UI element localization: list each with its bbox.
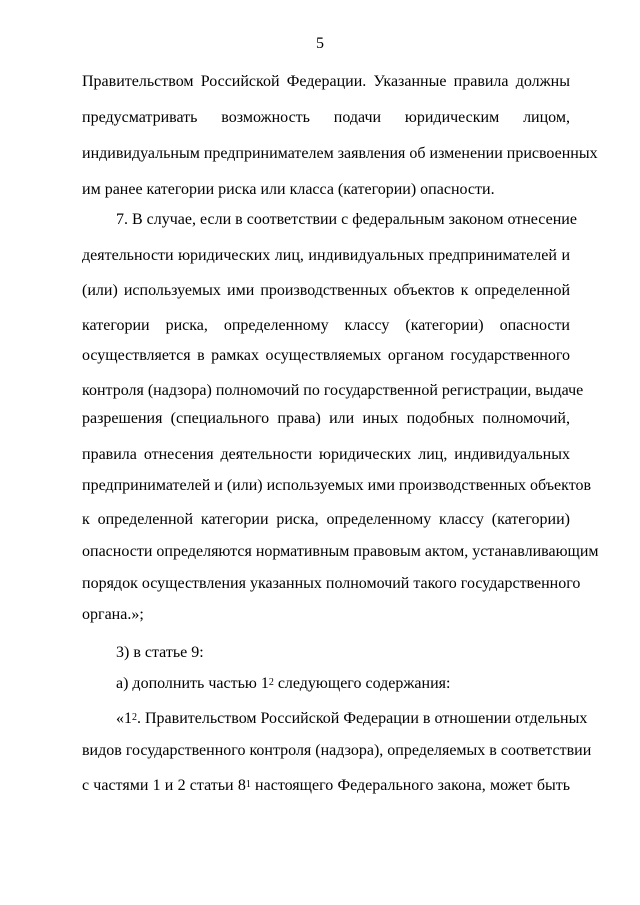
text-run: «1 — [116, 710, 132, 727]
text-line — [116, 674, 570, 694]
text-line: опасности определяются нормативным правовым актом, устанавливающим — [82, 543, 599, 560]
text-line: видов государственного контроля (надзора), определяемых в соответствии — [82, 742, 592, 759]
text-line: предусматривать возможность подачи юридическим лицом, — [82, 109, 570, 126]
text-line: 3) в статье 9: — [116, 644, 204, 661]
text-line: Правительством Российской Федерации. Указанные правила должны — [82, 73, 570, 90]
text-run: . Правительством Российской Федерации в отношении отдельных — [137, 710, 588, 727]
text-line: правила отнесения деятельности юридических лиц, индивидуальных — [82, 446, 570, 463]
text-line: контроля (надзора) полномочий по государственной регистрации, выдаче — [82, 382, 584, 399]
text-line: (или) используемых ими производственных объектов к определенной — [82, 282, 570, 299]
text-run: с частями 1 и 2 статьи 8 — [82, 777, 246, 794]
superscript: 1 — [245, 779, 251, 790]
superscript: 2 — [268, 677, 274, 688]
text-line: осуществляется в рамках осуществляемых органом государственного — [82, 347, 570, 364]
text-line: разрешения (специального права) или иных подобных полномочий, — [82, 410, 570, 427]
text-run: следующего содержания: — [273, 675, 451, 692]
text-run: настоящего Федерального закона, может быть — [250, 777, 570, 794]
text-run: а) дополнить частью 1 — [116, 675, 269, 692]
text-line: предпринимателей и (или) используемых ими производственных объектов — [82, 477, 592, 494]
text-line: к определенной категории риска, определенному классу (категории) — [82, 511, 570, 528]
text-line: им ранее категории риска или класса (категории) опасности. — [82, 181, 495, 198]
superscript: 2 — [132, 712, 137, 723]
page-number: 5 — [316, 35, 324, 52]
text-line: 7. В случае, если в соответствии с федеральным законом отнесение — [116, 211, 577, 228]
text-line — [116, 709, 588, 729]
text-line: деятельности юридических лиц, индивидуальных предпринимателей и — [82, 247, 570, 264]
text-line: категории риска, определенному классу (категории) опасности — [82, 317, 570, 334]
text-line — [82, 776, 570, 796]
text-line: порядок осуществления указанных полномочий такого государственного — [82, 575, 581, 592]
text-line: органа.»; — [82, 606, 144, 623]
text-line: индивидуальным предпринимателем заявления об изменении присвоенных — [82, 145, 598, 162]
